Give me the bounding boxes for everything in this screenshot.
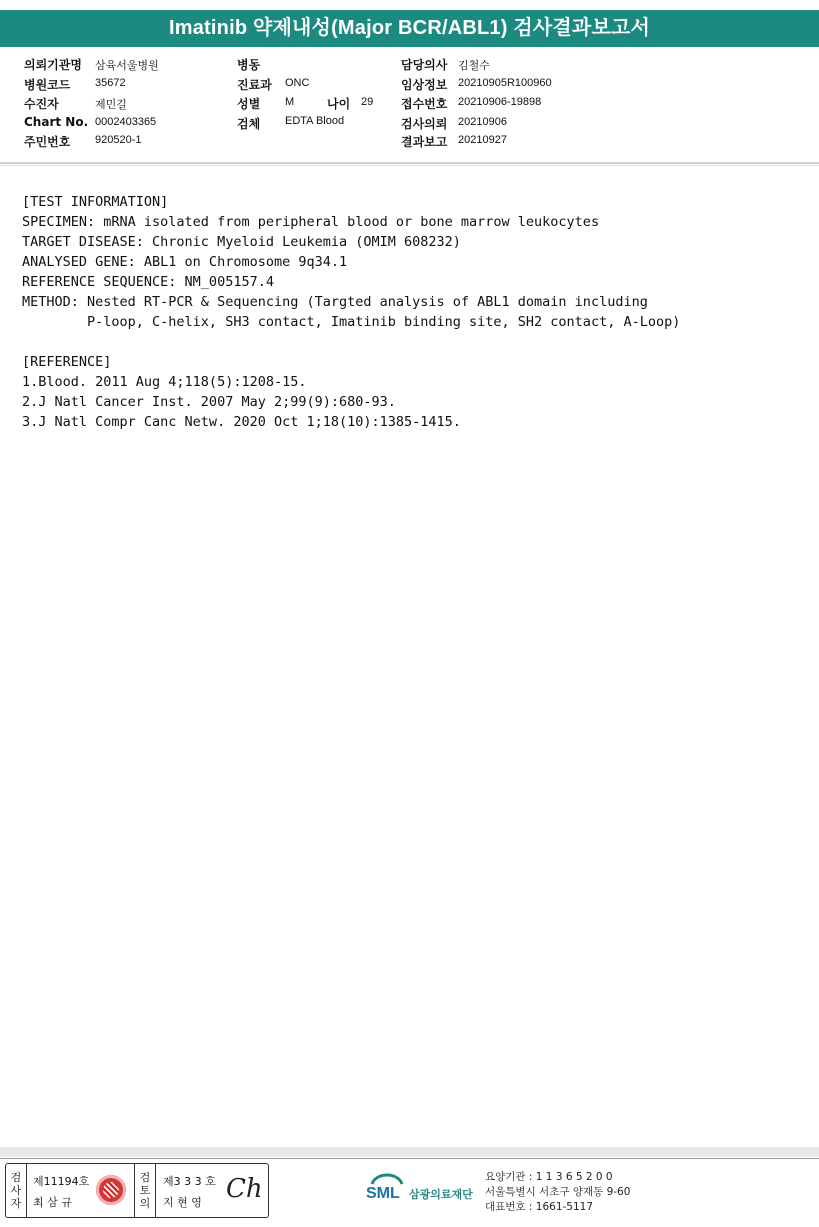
- body-line: P-loop, C-helix, SH3 contact, Imatinib binding site, SH2 contact, A-Loop): [22, 314, 681, 330]
- foundation-name: 삼광의료재단: [409, 1188, 473, 1201]
- body-line: 2.J Natl Cancer Inst. 2007 May 2;99(9):680-93.: [22, 394, 396, 410]
- sex-label: 성별: [237, 97, 261, 111]
- tester-license-no: 제11194호: [33, 1175, 90, 1188]
- institution-value: 삼육서울병원: [95, 60, 159, 72]
- body-line: [TEST INFORMATION]: [22, 194, 169, 210]
- body-line: ANALYSED GENE: ABL1 on Chromosome 9q34.1: [22, 254, 348, 270]
- institution-label: 의뢰기관명: [24, 58, 82, 72]
- doctor-value: 김철수: [458, 60, 490, 72]
- dept-value: ONC: [285, 77, 310, 89]
- resident-value: 920520-1: [95, 134, 142, 146]
- body-line: TARGET DISEASE: Chronic Myeloid Leukemia (OMIM 608232): [22, 234, 461, 250]
- chart-value: 0002403365: [95, 116, 157, 128]
- report-header: [0, 52, 819, 162]
- confirm-label: 검 토 의: [134, 1164, 156, 1217]
- footer-line: [0, 1158, 819, 1159]
- age-value: 29: [361, 96, 374, 108]
- body-line: 3.J Natl Compr Canc Netw. 2020 Oct 1;18(10):1385-1415.: [22, 414, 461, 430]
- confirm-name: 지 현 영: [163, 1196, 202, 1209]
- sml-logo-icon: [366, 1170, 408, 1210]
- hospital-code-label: 병원코드: [24, 78, 71, 92]
- patient-label: 수진자: [24, 97, 59, 111]
- sex-value: M: [285, 96, 295, 108]
- request-value: 20210906: [458, 116, 507, 128]
- body-line: SPECIMEN: mRNA isolated from peripheral blood or bone marrow leukocytes: [22, 214, 600, 230]
- tester-name: 최 삼 규: [33, 1196, 72, 1209]
- address-line: 대표번호 : 1661-5117: [485, 1201, 594, 1213]
- patient-value: 제민길: [95, 99, 127, 111]
- age-label: 나이: [327, 97, 351, 111]
- request-label: 검사의뢰: [401, 117, 448, 131]
- ward-label: 병동: [237, 58, 261, 72]
- sml-logo-text: SML: [366, 1185, 400, 1202]
- doctor-label: 담당의사: [401, 58, 448, 72]
- body-line: REFERENCE SEQUENCE: NM_005157.4: [22, 274, 274, 290]
- footer-band: [0, 1147, 819, 1157]
- resident-label: 주민번호: [24, 135, 71, 149]
- test-information-body: [22, 192, 812, 432]
- hospital-code-value: 35672: [95, 77, 126, 89]
- report-date-value: 20210927: [458, 134, 507, 146]
- receipt-value: 20210906-19898: [458, 96, 542, 108]
- address-line: 요양기관 : 1 1 3 6 5 2 0 0: [485, 1171, 613, 1183]
- specimen-value: EDTA Blood: [285, 115, 345, 127]
- header-separator: [0, 162, 819, 164]
- receipt-label: 접수번호: [401, 97, 448, 111]
- dept-label: 진료과: [237, 78, 272, 92]
- chart-label: Chart No.: [24, 115, 89, 129]
- specimen-label: 검체: [237, 117, 261, 131]
- body-line: [REFERENCE]: [22, 354, 112, 370]
- address-line: 서울특별시 서초구 양재동 9-60: [485, 1186, 631, 1198]
- signature: Ch: [226, 1174, 263, 1204]
- report-date-label: 결과보고: [401, 135, 448, 149]
- body-line: 1.Blood. 2011 Aug 4;118(5):1208-15.: [22, 374, 307, 390]
- body-line: METHOD: Nested RT-PCR & Sequencing (Targted analysis of ABL1 domain including: [22, 294, 648, 310]
- clinical-value: 20210905R100960: [458, 77, 552, 89]
- clinical-label: 임상정보: [401, 78, 448, 92]
- confirm-license-no: 제3 3 3 호: [163, 1175, 216, 1188]
- signature-box: [5, 1163, 269, 1218]
- report-title: Imatinib 약제내성(Major BCR/ABL1) 검사결과보고서: [0, 10, 819, 47]
- official-seal-icon: [96, 1175, 126, 1205]
- header-separator-shadow: [0, 165, 819, 166]
- foundation-address: [485, 1170, 630, 1215]
- tester-label: 검 사 자: [6, 1164, 27, 1217]
- body-line: [22, 332, 812, 352]
